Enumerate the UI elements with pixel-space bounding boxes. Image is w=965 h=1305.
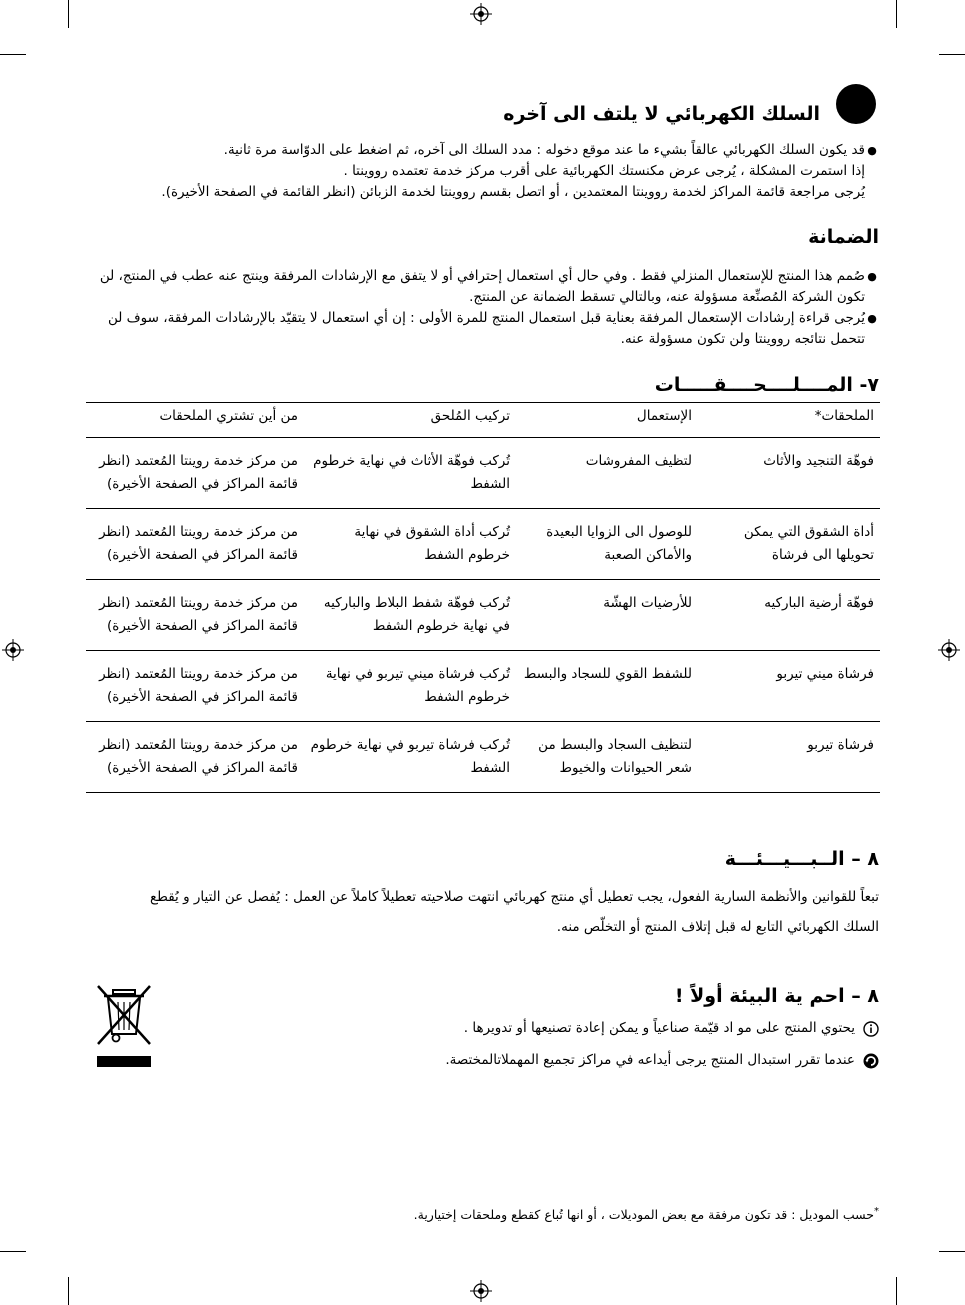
protect-item-1-text: يحتوي المنتج على مو اد قيّمة صناعياً و يمكن إعادة تصنيعها أو تدويرها . (463, 1020, 855, 1036)
crop-mark (939, 54, 965, 55)
environment-text (79, 882, 879, 942)
registration-mark-icon (470, 3, 492, 25)
info-icon (863, 1021, 879, 1037)
cell-accessory: فرشاة تيربو (698, 722, 880, 793)
col-fitting: تركيب المُلحق (304, 403, 516, 438)
crop-mark (68, 1277, 69, 1305)
protect-title: ٨ – احم ية البيئة أولاً ! (674, 985, 879, 1007)
warranty-title: الضمانة (808, 226, 879, 248)
protect-item-2 (179, 1050, 879, 1071)
cell-fitting: تُركب أداة الشقوق في نهاية خرطوم الشفط (304, 509, 516, 580)
warranty-b1-l2: تكون الشركة المُصنِّعة مسؤولة عنه، وبالتالي تسقط الضمانة عن المنتج. (469, 289, 865, 305)
crop-mark (896, 1277, 897, 1305)
cord-line-1: قد يكون السلك الكهربائي عالقاً بشيء ما عند موقع دخوله : مدد السلك الى آخره، ثم اضغط على الدوّاسة مرة ثانية. (223, 142, 865, 158)
protect-item-2-text: عندما تقرر استبدال المنتج يرجى أيداعه في مراكز تجميع المهملاتالمختصة. (445, 1052, 855, 1068)
cell-use: للشفط القوي للسجاد والبسط (516, 651, 698, 722)
accessories-table (86, 402, 880, 793)
table-row (86, 438, 880, 509)
cell-use: للأرضيات الهشّة (516, 580, 698, 651)
protect-item-1 (179, 1018, 879, 1039)
cell-where-to-buy: من مركز خدمة روينتا المُعتمد (انظر قائمة المراكز في الصفحة الأخيرة) (86, 651, 304, 722)
cell-fitting: تُركب فوهّة الأثاث في نهاية خرطوم الشفط (304, 438, 516, 509)
weee-crossed-bin-icon (94, 982, 154, 1072)
environment-l2: السلك الكهربائي التابع له قبل إتلاف المنتج أو التخلّص منه. (556, 919, 879, 935)
environment-l1: تبعاً للقوانين والأنظمة السارية الفعول، يجب تعطيل أي منتج كهربائي انتهت صلاحيته تعطيلاً كاملاً عن العمل : يُفصل عن التيار و يُقطع (149, 889, 879, 905)
cell-accessory: فوهّة أرضية الباركيه (698, 580, 880, 651)
registration-mark-icon (2, 639, 24, 661)
cord-text: ● قد يكون السلك الكهربائي عالقاً بشيء ما عند موقع دخوله : مدد السلك الى آخره، ثم اضغط على الدوّاسة مرة ثانية. إذا استمرت المشكلة ، يُرجى عرض مكنستك الكهربائية على أقرب مركز خدمة تعتمده رووينتا . يُرجى مراجعة قائمة المراكز لخدمة رووينتا المعتمدين ، أو اتصل بقسم رووينتا لخدمة الزبائن (انظر القائمة في الصفحة الأخيرة). (79, 140, 879, 203)
accessories-title: ٧- المــــلــــحــــقـــــات (654, 374, 879, 396)
cell-where-to-buy: من مركز خدمة روينتا المُعتمد (انظر قائمة المراكز في الصفحة الأخيرة) (86, 438, 304, 509)
cell-use: لتظيف المفروشات (516, 438, 698, 509)
cord-title: السلك الكهربائي لا يلتف الى آخره (503, 103, 820, 125)
recycle-icon (863, 1053, 879, 1069)
table-row (86, 580, 880, 651)
warranty-text: ● صُمم هذا المنتج للإستعمال المنزلي فقط . وفي حال أي استعمال إحترافي أو لا يتفق مع الإرشادات المرفقة وينتج عنه عطب في المنتج، لن تكون الشركة المُصنِّعة مسؤولة عنه، وبالتالي تسقط الضمانة عن المنتج. ● يُرجى قراءة إرشادات الإستعمال المرفقة بعناية قبل استعمال المنتج للمرة الأولى : إن أي استعمال لا يتقيّد بالإرشادات المرفقة، سوف لن تتحمل نتائجه رووينتا ولن تكون مسؤولة عنه. (79, 266, 879, 350)
cell-fitting: تُركب فرشاة تيربو في نهاية خرطوم الشفط (304, 722, 516, 793)
cell-accessory: فرشاة ميني تيربو (698, 651, 880, 722)
section-marker (836, 84, 876, 124)
table-row (86, 651, 880, 722)
footnote (179, 1206, 879, 1222)
registration-mark-icon (938, 639, 960, 661)
table-row (86, 722, 880, 793)
table-header-row (86, 403, 880, 438)
cell-use: للوصول الى الزوايا البعيدة والأماكن الصعبة (516, 509, 698, 580)
crop-mark (0, 1251, 26, 1252)
environment-title: ٨ – الــبـــيـــئـــة (724, 848, 879, 870)
crop-mark (0, 54, 26, 55)
cell-where-to-buy: من مركز خدمة روينتا المُعتمد (انظر قائمة المراكز في الصفحة الأخيرة) (86, 580, 304, 651)
footnote-text: حسب الموديل : قد تكون مرفقة مع بعض الموديلات ، أو انها تُباع كقطع وملحقات إختيارية. (413, 1207, 874, 1223)
cord-line-2: إذا استمرت المشكلة ، يُرجى عرض مكنستك الكهربائية على أقرب مركز خدمة تعتمده رووينتا . (343, 163, 865, 179)
cell-fitting: تُركب فوهّة شفط البلاط والباركيه في نهاية خرطوم الشفط (304, 580, 516, 651)
crop-mark (68, 0, 69, 28)
footnote-mark: * (874, 1206, 879, 1217)
cell-where-to-buy: من مركز خدمة روينتا المُعتمد (انظر قائمة المراكز في الصفحة الأخيرة) (86, 722, 304, 793)
cord-line-3: يُرجى مراجعة قائمة المراكز لخدمة رووينتا المعتمدين ، أو اتصل بقسم رووينتا لخدمة الزبائن (انظر القائمة في الصفحة الأخيرة). (161, 184, 865, 200)
crop-mark (896, 0, 897, 28)
cell-where-to-buy: من مركز خدمة روينتا المُعتمد (انظر قائمة المراكز في الصفحة الأخيرة) (86, 509, 304, 580)
warranty-b2-l1: يُرجى قراءة إرشادات الإستعمال المرفقة بعناية قبل استعمال المنتج للمرة الأولى : إن أي استعمال لا يتقيّد بالإرشادات المرفقة، سوف لن (107, 310, 865, 326)
warranty-b2-l2: تتحمل نتائجه رووينتا ولن تكون مسؤولة عنه. (620, 331, 865, 347)
cell-accessory: أداة الشقوق التي يمكن تحويلها الى فرشاة (698, 509, 880, 580)
col-use: الإستعمال (516, 403, 698, 438)
col-where-to-buy: من أين تشتري الملحقات (86, 403, 304, 438)
cell-accessory: فوهّة التنجيد والأثاث (698, 438, 880, 509)
crop-mark (939, 1251, 965, 1252)
table-row (86, 509, 880, 580)
cell-use: لتنظيف السجاد والبسط من شعر الحيوانات والخيوط (516, 722, 698, 793)
registration-mark-icon (470, 1280, 492, 1302)
col-accessory: الملحقات* (698, 403, 880, 438)
cell-fitting: تُركب فرشاة ميني تيربو في نهاية خرطوم الشفط (304, 651, 516, 722)
warranty-b1-l1: صُمم هذا المنتج للإستعمال المنزلي فقط . وفي حال أي استعمال إحترافي أو لا يتفق مع الإرشادات المرفقة وينتج عنه عطب في المنتج، لن (99, 268, 865, 284)
